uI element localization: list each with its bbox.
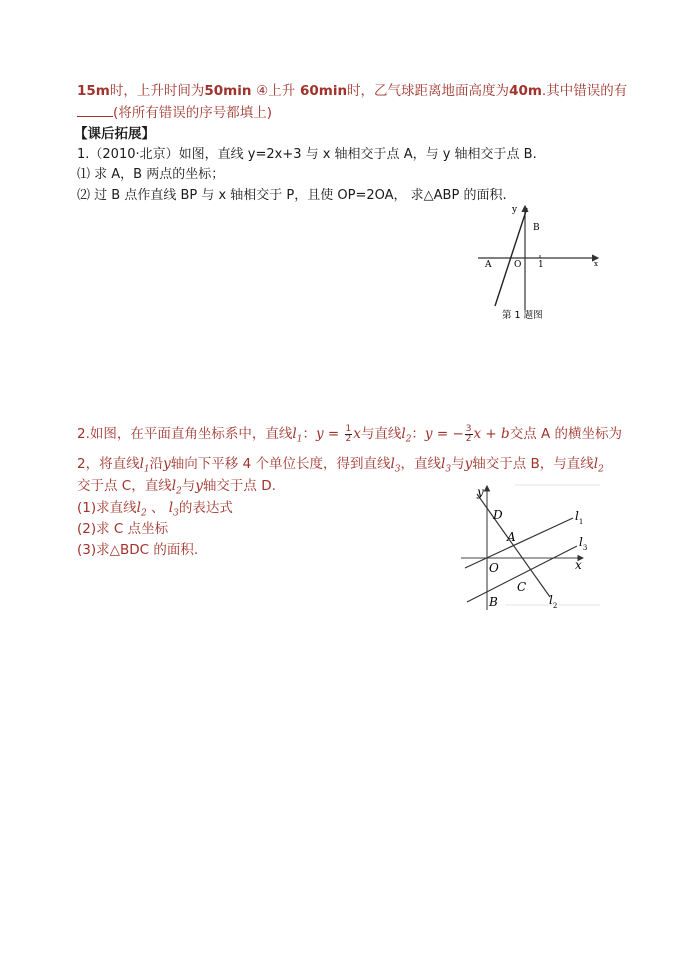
- fig1-label-x: x: [594, 260, 598, 268]
- fig1-line: [495, 208, 527, 306]
- prev-text-d: ④上升: [256, 83, 296, 99]
- problem2-q2: (2)求 C 点坐标: [77, 521, 169, 537]
- fig2-label-l1: $l_1$: [575, 509, 584, 526]
- p2-l2-l1: $l_1$: [139, 456, 150, 475]
- problem2-line3: [77, 474, 276, 497]
- p2-l1-y2: y: [424, 426, 433, 442]
- p2-l2-g: ，直线: [400, 456, 442, 472]
- fig2-label-l2: $l_2$: [549, 593, 558, 610]
- p2-q1-e: 的表达式: [178, 500, 233, 516]
- fig2-label-B: B: [489, 595, 498, 609]
- p2-l3-e: 轴交于点 D.: [202, 478, 276, 494]
- problem2-q1: [77, 496, 233, 519]
- p2-l1-colon2: ：: [411, 426, 425, 442]
- prev-text-f: 时，乙气球距离地面高度为: [347, 83, 510, 99]
- p2-l2-y2: y: [464, 456, 473, 472]
- fig2-label-x: x: [575, 558, 582, 572]
- p2-l1-plus: +: [481, 426, 502, 442]
- p2-frac-threehalf: $\frac{3}{2}$: [465, 423, 472, 444]
- p2-l1-eq: =: [323, 426, 344, 442]
- p2-l3-c: 与: [181, 478, 196, 494]
- p2-l1-y: y: [315, 426, 324, 442]
- p2-l3-a: 交于点 C，直线: [77, 478, 172, 494]
- p2-q1-l2: $l_2$: [136, 500, 147, 519]
- fig2-line-l1: [465, 518, 573, 568]
- problem1-q2: ⑵ 过 B 点作直线 BP 与 x 轴相交于 P，且使 OP=2OA， 求△ABP 的面积.: [77, 188, 507, 203]
- fig2-label-C: C: [517, 580, 527, 594]
- prev-problem-line2: [77, 101, 272, 121]
- prev-text-15m: 15m: [77, 83, 110, 99]
- prev-problem-line1: [77, 79, 627, 99]
- prev-text-40m: 40m: [509, 83, 542, 99]
- problem1-stem: 1.（2010·北京）如图，直线 y=2x+3 与 x 轴相交于点 A，与 y 轴相交于点 B.: [77, 147, 537, 162]
- p2-l3-l2: $l_2$: [171, 478, 182, 497]
- p2-l2-y: y: [163, 456, 171, 472]
- p2-q1-a: (1)求直线: [77, 500, 137, 516]
- fig1-caption: 第 1 题图: [502, 310, 543, 321]
- problem2-line2: [77, 452, 604, 475]
- problem1-figure: [470, 200, 610, 325]
- fig1-label-B: B: [533, 223, 540, 233]
- p2-l1-l1: $l_1$: [292, 426, 303, 445]
- fig1-label-y: y: [512, 205, 518, 215]
- section-heading: 【课后拓展】: [74, 126, 155, 142]
- p2-l1-b: b: [501, 426, 510, 442]
- fig2-label-O: O: [489, 561, 499, 575]
- p2-l2-k: 轴交于点 B，与直线: [472, 456, 594, 472]
- p2-l2-l2: $l_2$: [593, 456, 604, 475]
- p2-l2-l3b: $l_3$: [441, 456, 452, 475]
- p2-l1-o: 交点 A 的横坐标为: [509, 426, 623, 442]
- problem2-line1: [77, 424, 622, 450]
- prev-text-b: 时，上升时间为: [109, 83, 205, 99]
- fig2-label-D: D: [493, 508, 503, 522]
- p2-l1-colon: ：: [302, 426, 316, 442]
- fig1-label-O: O: [514, 260, 522, 270]
- p2-frac-half: $\frac{1}{2}$: [345, 423, 352, 444]
- p2-l2-l3: $l_3$: [390, 456, 401, 475]
- fig1-label-one: 1: [538, 260, 544, 270]
- prev-text-h: .其中错误的有: [541, 83, 628, 99]
- fig2-label-y: y: [477, 485, 484, 499]
- problem2-q3: (3)求△BDC 的面积.: [77, 542, 199, 558]
- p2-l1-eqneg: = −: [432, 426, 464, 442]
- prev-line2-text: (将所有错误的序号都填上): [113, 105, 273, 121]
- fig1-label-A: A: [485, 260, 492, 270]
- p2-l1-a: 2.如图，在平面直角坐标系中，直线: [77, 426, 293, 442]
- p2-l1-l2: $l_2$: [401, 426, 412, 445]
- p2-l1-x: x: [353, 426, 361, 442]
- problem1-q1: ⑴ 求 A，B 两点的坐标；: [77, 167, 225, 182]
- fig2-label-A: A: [507, 530, 516, 544]
- p2-l2-a: 2，将直线: [77, 456, 140, 472]
- answer-blank[interactable]: [77, 104, 113, 117]
- p2-l3-y: y: [195, 478, 203, 494]
- p2-l1-g: 与直线: [360, 426, 402, 442]
- fig2-label-l3: $l_3$: [579, 535, 588, 552]
- fig2-line-l2: [477, 494, 550, 597]
- prev-text-60min: 60min: [299, 83, 348, 99]
- p2-q1-c: 、: [146, 500, 169, 516]
- p2-l2-i: 与: [451, 456, 465, 472]
- problem2-figure: [455, 480, 605, 615]
- p2-l2-c: 沿: [149, 456, 164, 472]
- p2-l1-x2: x: [473, 426, 482, 442]
- prev-text-50min: 50min: [204, 83, 252, 99]
- p2-q1-l3: $l_3$: [168, 500, 179, 519]
- p2-l2-e: 轴向下平移 4 个单位长度，得到直线: [170, 456, 391, 472]
